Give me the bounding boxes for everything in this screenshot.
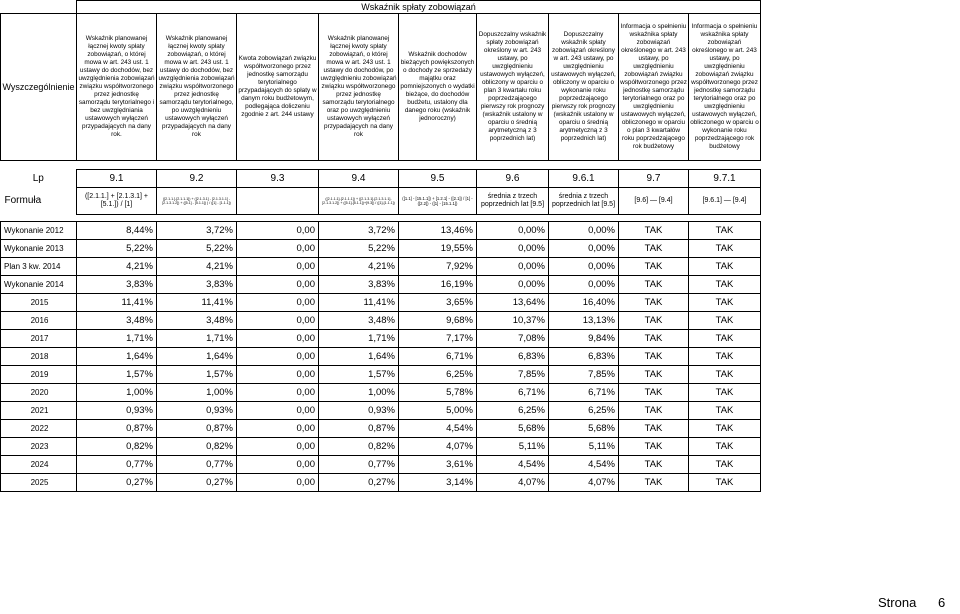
- value-cell: 7,08%: [477, 330, 549, 348]
- formula-cell: [9.6] — [9.4]: [619, 188, 689, 215]
- table-row: [1, 348, 761, 366]
- value-cell: 0,00: [237, 240, 319, 258]
- header-description: Wyszczególnienie: [1, 14, 77, 161]
- value-cell: TAK: [619, 258, 689, 276]
- value-cell: TAK: [689, 222, 761, 240]
- value-cell: 1,57%: [77, 366, 157, 384]
- value-cell: 0,00%: [549, 258, 619, 276]
- value-cell: 0,00%: [477, 258, 549, 276]
- value-cell: 3,48%: [77, 312, 157, 330]
- value-cell: 0,93%: [157, 402, 237, 420]
- formula-row: [1, 188, 761, 215]
- value-cell: 4,54%: [477, 456, 549, 474]
- value-cell: TAK: [619, 330, 689, 348]
- row-label: Plan 3 kw. 2014: [1, 258, 77, 276]
- table-row: [1, 402, 761, 420]
- formula-cell: [237, 188, 319, 215]
- value-cell: TAK: [689, 240, 761, 258]
- lp-cell: 9.7.1: [689, 170, 761, 188]
- value-cell: 0,00: [237, 384, 319, 402]
- value-cell: TAK: [619, 420, 689, 438]
- value-cell: 0,00%: [477, 222, 549, 240]
- value-cell: 0,00%: [477, 240, 549, 258]
- value-cell: TAK: [689, 474, 761, 492]
- value-cell: 3,48%: [157, 312, 237, 330]
- value-cell: 4,07%: [549, 474, 619, 492]
- value-cell: TAK: [619, 474, 689, 492]
- value-cell: 1,71%: [157, 330, 237, 348]
- formula-cell: średnia z trzech poprzednich lat [9.5]: [477, 188, 549, 215]
- value-cell: 0,00%: [549, 276, 619, 294]
- value-cell: 4,07%: [399, 438, 477, 456]
- value-cell: TAK: [689, 366, 761, 384]
- value-cell: 0,87%: [157, 420, 237, 438]
- value-cell: 0,27%: [77, 474, 157, 492]
- row-label: 2022: [1, 420, 77, 438]
- value-cell: 11,41%: [77, 294, 157, 312]
- value-cell: 0,00: [237, 420, 319, 438]
- value-cell: 0,00: [237, 402, 319, 420]
- table-row: [1, 258, 761, 276]
- value-cell: TAK: [619, 240, 689, 258]
- value-cell: 4,21%: [319, 258, 399, 276]
- value-cell: 6,71%: [399, 348, 477, 366]
- value-cell: 1,64%: [319, 348, 399, 366]
- value-cell: 6,83%: [549, 348, 619, 366]
- value-cell: 1,71%: [319, 330, 399, 348]
- value-cell: 3,83%: [77, 276, 157, 294]
- table-row: [1, 474, 761, 492]
- value-cell: TAK: [619, 312, 689, 330]
- row-label: Wykonanie 2013: [1, 240, 77, 258]
- value-cell: 3,83%: [157, 276, 237, 294]
- lp-label: Lp: [32, 173, 44, 184]
- value-cell: 0,00: [237, 312, 319, 330]
- header-col-5: Wskaźnik dochodów bieżących powiększonych o dochody ze sprzedaży majątku oraz pomniejszonych o wydatki bieżące, do dochodów budżetu, ustalony dla danego roku (wskaźnik jednoroczny): [399, 14, 477, 161]
- value-cell: 0,00%: [549, 240, 619, 258]
- lp-cell: 9.2: [157, 170, 237, 188]
- value-cell: TAK: [619, 402, 689, 420]
- group-title: Wskaźnik spłaty zobowiązań: [77, 1, 761, 14]
- value-cell: TAK: [689, 294, 761, 312]
- value-cell: TAK: [619, 222, 689, 240]
- value-cell: TAK: [619, 456, 689, 474]
- lp-cell: 9.6.1: [549, 170, 619, 188]
- value-cell: 1,64%: [157, 348, 237, 366]
- value-cell: 5,68%: [477, 420, 549, 438]
- value-cell: TAK: [689, 420, 761, 438]
- value-cell: 10,37%: [477, 312, 549, 330]
- row-label: Wykonanie 2012: [1, 222, 77, 240]
- row-label: Wykonanie 2014: [1, 276, 77, 294]
- value-cell: 3,61%: [399, 456, 477, 474]
- value-cell: 1,71%: [77, 330, 157, 348]
- value-cell: 0,00: [237, 366, 319, 384]
- row-label: 2017: [1, 330, 77, 348]
- value-cell: 0,00: [237, 438, 319, 456]
- value-cell: 3,72%: [157, 222, 237, 240]
- lp-cell: 9.4: [319, 170, 399, 188]
- value-cell: 0,93%: [77, 402, 157, 420]
- page-number: 6: [937, 595, 946, 610]
- row-label: 2024: [1, 456, 77, 474]
- value-cell: TAK: [689, 438, 761, 456]
- value-cell: 4,07%: [477, 474, 549, 492]
- table-row: [1, 366, 761, 384]
- value-cell: 0,00: [237, 222, 319, 240]
- value-cell: TAK: [689, 258, 761, 276]
- value-cell: 19,55%: [399, 240, 477, 258]
- value-cell: 7,17%: [399, 330, 477, 348]
- lp-row: [1, 170, 761, 188]
- formula-cell: średnia z trzech poprzednich lat [9.5]: [549, 188, 619, 215]
- value-cell: 5,22%: [157, 240, 237, 258]
- value-cell: 0,00: [237, 276, 319, 294]
- value-cell: 1,00%: [77, 384, 157, 402]
- data-rows: [1, 222, 761, 492]
- value-cell: 0,27%: [319, 474, 399, 492]
- value-cell: 3,72%: [319, 222, 399, 240]
- page-footer: [878, 595, 945, 610]
- value-cell: 13,13%: [549, 312, 619, 330]
- value-cell: 7,92%: [399, 258, 477, 276]
- table-row: [1, 240, 761, 258]
- value-cell: 4,21%: [77, 258, 157, 276]
- value-cell: 7,85%: [549, 366, 619, 384]
- header-col-7: Dopuszczalny wskaźnik spłaty zobowiązań określony w art. 243 ustawy, po uwzględnieniu ustawowych wyłączeń, obliczony w oparciu o wykonanie roku poprzedzającego pierwszy rok prognozy (wskaźnik ustalony w oparciu o średnią arytmetyczną z 3 poprzednich lat): [549, 14, 619, 161]
- header-row: [1, 14, 761, 161]
- value-cell: 5,68%: [549, 420, 619, 438]
- value-cell: 5,22%: [77, 240, 157, 258]
- formula-cell: ([2.1.1.]-[2.1.1.1]) + ([2.1.3.1] - [2.1.3.1.1] - [2.1.3.1.2]) + ([5.1] - [5.1.1]) ) / ([1] - [1.1.1]): [157, 188, 237, 215]
- row-label: 2016: [1, 312, 77, 330]
- value-cell: 0,00: [237, 348, 319, 366]
- value-cell: 0,00%: [549, 222, 619, 240]
- table-row: [1, 330, 761, 348]
- value-cell: 0,27%: [157, 474, 237, 492]
- value-cell: TAK: [689, 384, 761, 402]
- value-cell: TAK: [619, 294, 689, 312]
- lp-cell: 9.6: [477, 170, 549, 188]
- value-cell: 3,14%: [399, 474, 477, 492]
- value-cell: 0,82%: [77, 438, 157, 456]
- value-cell: 11,41%: [157, 294, 237, 312]
- row-label: 2018: [1, 348, 77, 366]
- value-cell: TAK: [619, 348, 689, 366]
- value-cell: 3,83%: [319, 276, 399, 294]
- value-cell: 0,87%: [77, 420, 157, 438]
- header-col-4: Wskaźnik planowanej łącznej kwoty spłaty zobowiązań, o której mowa w art. 243 ust. 1 ustawy do dochodów, po uwzględnieniu zobowiązań związku współtworzonego przez jednostkę samorządu terytorialnego oraz po uwzględnieniu ustawowych wyłączeń przypadających na dany rok: [319, 14, 399, 161]
- value-cell: 6,25%: [549, 402, 619, 420]
- header-col-6: Dopuszczalny wskaźnik spłaty zobowiązań określony w art. 243 ustawy, po uwzględnieniu ustawowych wyłączeń, obliczony w oparciu o plan 3 kwartału roku poprzedzającego pierwszy rok prognozy (wskaźnik ustalony w oparciu o średnią arytmetyczną z 3 poprzednich lat): [477, 14, 549, 161]
- value-cell: TAK: [619, 276, 689, 294]
- value-cell: TAK: [689, 348, 761, 366]
- lp-cell: 9.3: [237, 170, 319, 188]
- lp-cell: 9.1: [77, 170, 157, 188]
- table-row: [1, 222, 761, 240]
- value-cell: 13,64%: [477, 294, 549, 312]
- lp-cell: 9.5: [399, 170, 477, 188]
- value-cell: 6,83%: [477, 348, 549, 366]
- value-cell: 9,68%: [399, 312, 477, 330]
- header-col-3: Kwota zobowiązań związku współtworzonego przez jednostkę samorządu terytorialnego przypadających do spłaty w danym roku budżetowym, podlegająca doliczeniu zgodnie z art. 244 ustawy: [237, 14, 319, 161]
- row-label: 2019: [1, 366, 77, 384]
- row-label: 2021: [1, 402, 77, 420]
- table-row: [1, 456, 761, 474]
- value-cell: 3,65%: [399, 294, 477, 312]
- value-cell: 6,71%: [549, 384, 619, 402]
- page-label: Strona: [878, 595, 917, 610]
- row-label: 2015: [1, 294, 77, 312]
- value-cell: 1,57%: [319, 366, 399, 384]
- table-row: [1, 384, 761, 402]
- row-label: 2020: [1, 384, 77, 402]
- value-cell: 6,71%: [477, 384, 549, 402]
- value-cell: 4,54%: [399, 420, 477, 438]
- value-cell: 1,00%: [157, 384, 237, 402]
- value-cell: 5,78%: [399, 384, 477, 402]
- value-cell: 7,85%: [477, 366, 549, 384]
- header-col-1: Wskaźnik planowanej łącznej kwoty spłaty zobowiązań, o której mowa w art. 243 ust. 1 ustawy do dochodów, bez uwzględnienia zobowiązań związku współtworzonego przez jednostkę samorządu terytorialnego i bez uwzględniania ustawowych wyłączeń przypadających na dany rok.: [77, 14, 157, 161]
- value-cell: 0,00: [237, 258, 319, 276]
- value-cell: 6,25%: [399, 366, 477, 384]
- table-row: [1, 420, 761, 438]
- formula-label: Formuła: [4, 195, 42, 206]
- value-cell: 5,11%: [477, 438, 549, 456]
- value-cell: TAK: [689, 276, 761, 294]
- value-cell: 0,00: [237, 456, 319, 474]
- value-cell: 0,82%: [157, 438, 237, 456]
- value-cell: TAK: [689, 330, 761, 348]
- value-cell: 8,44%: [77, 222, 157, 240]
- value-cell: 5,00%: [399, 402, 477, 420]
- value-cell: 4,54%: [549, 456, 619, 474]
- row-label: 2025: [1, 474, 77, 492]
- value-cell: 0,87%: [319, 420, 399, 438]
- table-row: [1, 276, 761, 294]
- value-cell: 3,48%: [319, 312, 399, 330]
- value-cell: 4,21%: [157, 258, 237, 276]
- value-cell: 1,00%: [319, 384, 399, 402]
- value-cell: 6,25%: [477, 402, 549, 420]
- value-cell: 0,00%: [477, 276, 549, 294]
- lp-cell: 9.7: [619, 170, 689, 188]
- value-cell: TAK: [619, 438, 689, 456]
- table-row: [1, 294, 761, 312]
- row-label: 2023: [1, 438, 77, 456]
- value-cell: TAK: [689, 402, 761, 420]
- value-cell: 16,19%: [399, 276, 477, 294]
- value-cell: 5,22%: [319, 240, 399, 258]
- value-cell: 0,82%: [319, 438, 399, 456]
- value-cell: 0,77%: [319, 456, 399, 474]
- table-row: [1, 438, 761, 456]
- table-row: [1, 312, 761, 330]
- value-cell: 1,57%: [157, 366, 237, 384]
- value-cell: TAK: [619, 366, 689, 384]
- formula-cell: ([1.1] - [15.1.1]) + [1.2.1] - ([2.1]) / [1] - ([2.2]) - ([1] - [15.1.1]): [399, 188, 477, 215]
- value-cell: 13,46%: [399, 222, 477, 240]
- value-cell: 0,93%: [319, 402, 399, 420]
- formula-cell: [9.6.1] — [9.4]: [689, 188, 761, 215]
- value-cell: 0,77%: [157, 456, 237, 474]
- value-cell: 5,11%: [549, 438, 619, 456]
- value-cell: 0,00: [237, 474, 319, 492]
- value-cell: TAK: [619, 384, 689, 402]
- value-cell: TAK: [689, 312, 761, 330]
- value-cell: 0,00: [237, 294, 319, 312]
- value-cell: 1,64%: [77, 348, 157, 366]
- header-col-2: Wskaźnik planowanej łącznej kwoty spłaty zobowiązań, o której mowa w art. 243 ust. 1 ustawy do dochodów, bez uwzględnienia zobowiązań związku współtworzonego przez jednostkę samorządu terytorialnego, po uwzględnieniu ustawowych wyłączeń przypadających na dany rok: [157, 14, 237, 161]
- value-cell: 16,40%: [549, 294, 619, 312]
- value-cell: 0,00: [237, 330, 319, 348]
- formula-cell: ([2.1.1.1]-[2.1.1.1]) + ([2.1.3.1]-[2.1.3.1.1]-[2.1.3.1.2]) + ([5.1]-[5.1.1])+[9.3]) / ([1]-[1.1.1]): [319, 188, 399, 215]
- value-cell: 9,84%: [549, 330, 619, 348]
- value-cell: 0,77%: [77, 456, 157, 474]
- header-col-8: Informacja o spełnieniu wskaźnika spłaty zobowiązań określonego w art. 243 ustawy, po uwzględnieniu zobowiązań związku współtworzonego przez jednostkę samorządu terytorialnego oraz po uwzględnieniu ustawowych wyłączeń, obliczonego w oparciu o plan 3 kwartałów roku poprzedzającego rok budżetowy: [619, 14, 689, 161]
- header-col-9: Informacja o spełnieniu wskaźnika spłaty zobowiązań określonego w art. 243 ustawy, po uwzględnieniu zobowiązań związku współtworzonego przez jednostkę samorządu terytorialnego oraz po uwzględnieniu ustawowych wyłączeń, obliczonego w oparciu o wykonanie roku poprzedzającego rok budżetowy: [689, 14, 761, 161]
- value-cell: TAK: [689, 456, 761, 474]
- value-cell: 11,41%: [319, 294, 399, 312]
- formula-cell: ([2.1.1.] + [2.1.3.1] + [5.1.]) / [1]: [77, 188, 157, 215]
